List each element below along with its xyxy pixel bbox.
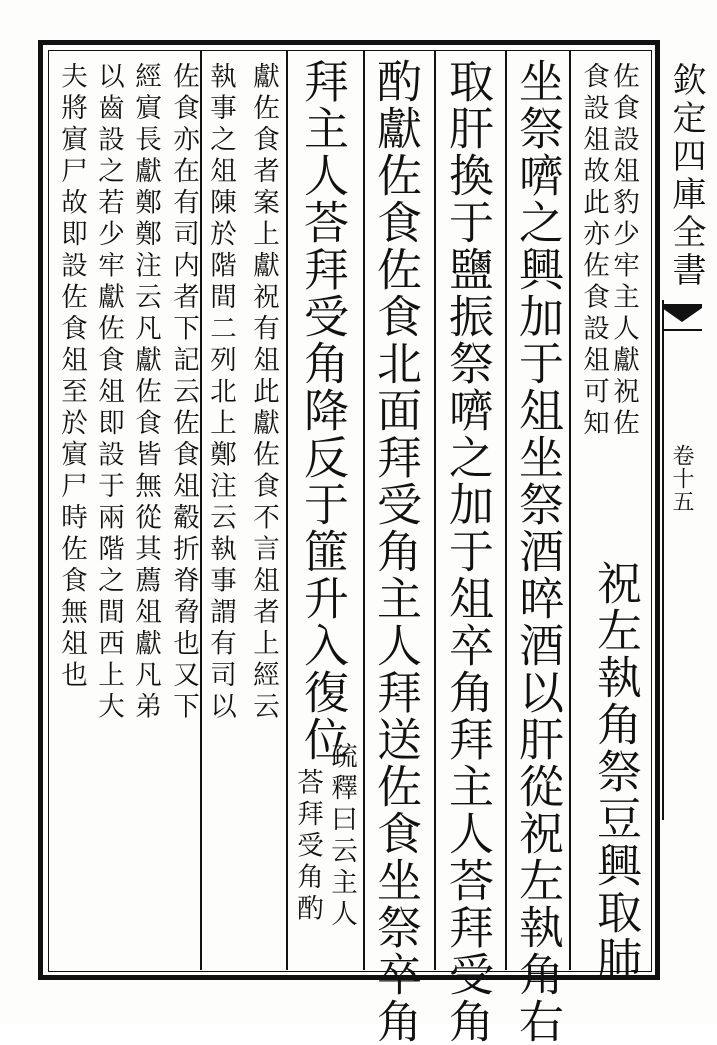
main-text-column: 取肝換于鹽振祭嚌之加于俎卒角拜主人荅拜受角 (441, 58, 494, 1045)
commentary-column: 佐食亦在有司内者下記云佐食俎觳折脊脅也又下 (168, 62, 199, 724)
main-text-column: 拜主人荅拜受角降反于篚升入復位 (296, 58, 349, 763)
commentary-subcolumn: 佐食設俎豹少牢主人獻祝佐 (608, 62, 639, 440)
commentary-subcolumn: 食設俎故此亦佐食設俎可知 (578, 62, 609, 440)
commentary-column: 獻佐食者案上獻祝有俎此獻佐食不言俎者上經云 (248, 62, 279, 724)
margin-rule (662, 300, 664, 820)
fishtail-mark-icon (658, 300, 706, 340)
commentary-column: 夫將賔尸故即設佐食俎至於賔尸時佐食無俎也 (56, 62, 87, 692)
column-rule (200, 51, 202, 970)
main-text-column: 祝左執角祭豆興取肺 (589, 560, 642, 983)
main-text-column: 酌獻佐食佐食北面拜受角主人拜送佐食坐祭卒角 (369, 58, 422, 1045)
column-rule (434, 51, 436, 970)
commentary-column: 執事之俎陳於階間二列北上鄭注云執事謂有司以 (205, 62, 236, 724)
book-title: 欽定四庫全書 (666, 62, 706, 290)
juan-number: 卷十五 (669, 444, 694, 513)
column-rule (505, 51, 507, 970)
column-rule (286, 51, 288, 970)
commentary-subcolumn: 疏釋曰云主人 (326, 742, 357, 931)
column-rule (363, 51, 365, 970)
commentary-column: 以齒設之若少牢獻佐食俎即設于兩階之間西上大 (93, 62, 124, 724)
commentary-column: 經賔長獻鄭鄭注云凡獻佐食皆無從其薦俎獻凡弟 (130, 62, 161, 724)
main-text-column: 坐祭嚌之興加于俎坐祭酒晬酒以肝從祝左執角右 (511, 58, 564, 1045)
column-rule (569, 51, 571, 970)
commentary-subcolumn: 荅拜受角酌 (292, 768, 323, 926)
